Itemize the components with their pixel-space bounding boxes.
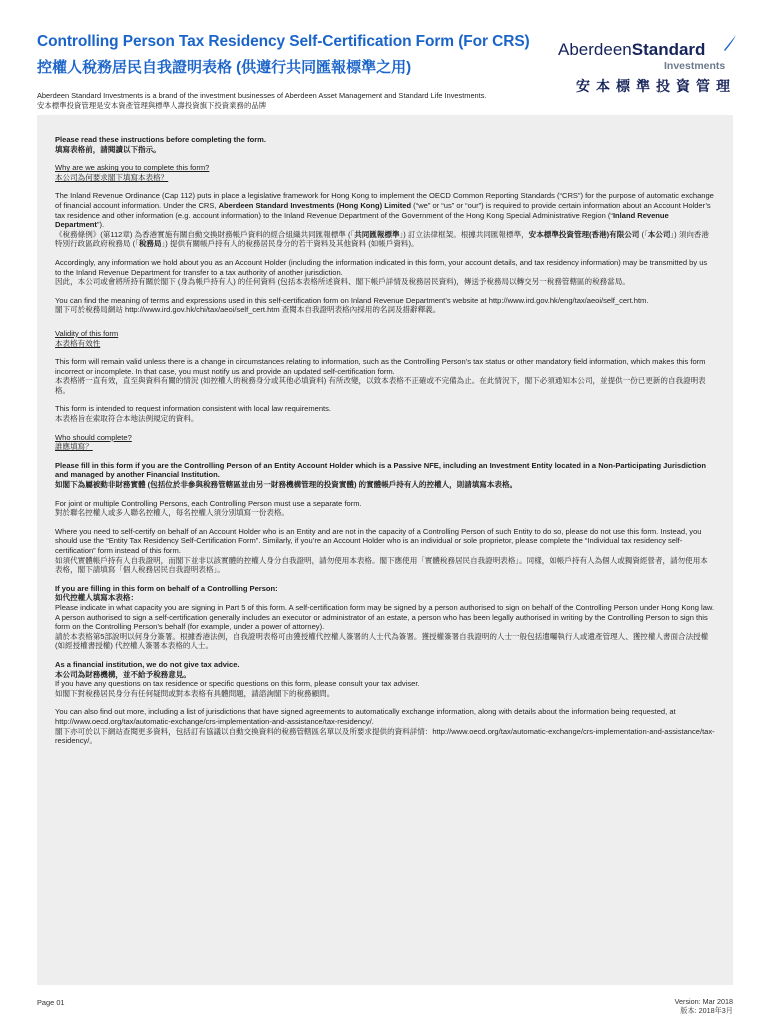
intro-line-en: Please read these instructions before completing the form. bbox=[55, 135, 266, 144]
company-name-zh: 安本標準投資管理(香港)有限公司 bbox=[528, 229, 640, 239]
text-run: 」) 提供有關帳戶持有人的稅務居民身分的若干資料及其他資料 (如帳戶資料)。 bbox=[161, 239, 419, 249]
behalf-heading-en: If you are filling in this form on behalf of a Controlling Person: bbox=[55, 583, 278, 593]
text-run: (「 bbox=[639, 229, 648, 239]
instructions-content bbox=[55, 135, 715, 755]
intro-section bbox=[55, 135, 715, 154]
why-paragraph-3 bbox=[55, 296, 715, 315]
text-run: 《稅務條例》(第112章) 為香港實施有關自動交換財務帳戶資料的經合組織共同匯報標準 (「 bbox=[55, 229, 355, 239]
paragraph-en: Accordingly, any information we hold about you as an Account Holder (including the information indicated in this form, your account details, and tax residency information) may be transmitted by us to the Inland Revenue Department for transfer to a tax authority of another jurisdiction. bbox=[55, 257, 708, 277]
logo-wordmark bbox=[558, 40, 705, 60]
paragraph-en: For joint or multiple Controlling Persons, each Controlling Person must use a separate form. bbox=[55, 498, 362, 508]
who-paragraph-2 bbox=[55, 499, 715, 518]
validity-heading-zh: 本表格有效性 bbox=[55, 338, 101, 348]
validity-heading-en: Validity of this form bbox=[55, 328, 119, 338]
text-run: The Inland Revenue Ordinance (Cap 112) puts in place a legislative framework for Hong Kong to implement the OECD Common Reporting Standards (“CRS”) for the purpose of automatic exchange of financial account information. Under the CRS, bbox=[55, 191, 714, 210]
behalf-section bbox=[55, 584, 715, 651]
paragraph-zh: 對於聯名控權人或多人聯名控權人，每名控權人須分別填寫一份表格。 bbox=[55, 508, 289, 518]
text-run: 」) 訂立法律框架。根據共同匯報標準， bbox=[399, 229, 529, 239]
validity-heading bbox=[55, 329, 715, 348]
advice-heading-en: As a financial institution, we do not give tax advice. bbox=[55, 659, 240, 669]
instructions-panel bbox=[37, 115, 733, 985]
brand-statement-en: Aberdeen Standard Investments is a brand of the investment businesses of Aberdeen Asset Management and Standard Life Investments. bbox=[37, 91, 487, 100]
version-en: Version: Mar 2018 bbox=[674, 997, 733, 1006]
paragraph-en: If you have any questions on tax residence or specific questions on this form, please consult your tax adviser. bbox=[55, 679, 420, 689]
more-info-paragraph bbox=[55, 707, 715, 745]
version-info bbox=[675, 997, 733, 1015]
oecd-link-en[interactable]: You can also find out more, including a list of jurisdictions that have signed agreements to automatically exchange information, along with details about the information being requested, at http://www.oecd.org/tax/automatic-exchange/crs-implementation-and-assistance/tax-residency/. bbox=[55, 707, 676, 726]
text-run: (“we” or “us” or “our”) is required to provide certain information about an Account Holder’s tax residence and other information (e.g. account information) to the Inland Revenue Department of the Government of the Hong Kong Special Administrative Region (“ bbox=[55, 200, 711, 220]
text-run: 」) 須向香港特別行政區政府稅務局 (「 bbox=[55, 229, 709, 249]
form-title-en: Controlling Person Tax Residency Self-Certification Form (For CRS) bbox=[37, 33, 530, 50]
who-paragraph-3 bbox=[55, 527, 715, 575]
company-term-zh: 本公司 bbox=[647, 229, 671, 239]
who-heading-en: Who should complete? bbox=[55, 432, 132, 442]
why-paragraph-2 bbox=[55, 258, 715, 287]
paragraph-zh: 本表格旨在索取符合本地法例規定的資料。 bbox=[55, 414, 199, 424]
logo-chinese-name: 安本標準投資管理 bbox=[576, 78, 736, 94]
ird-term-zh: 稅務局 bbox=[138, 239, 162, 249]
who-heading bbox=[55, 433, 715, 452]
ird-link-zh[interactable]: 閣下可於稅務局網站 http://www.ird.gov.hk/chi/tax/aeoi/self_cert.htm 查閱本自我證明表格內採用的名詞及措辭釋義。 bbox=[55, 305, 441, 315]
paragraph-zh: 因此，本公司或會將所持有關於閣下 (身為帳戶持有人) 的任何資料 (包括本表格所述資料、閣下帳戶詳情及稅務居民資料)，傳送予稅務局以轉交另一稅務管轄區的稅務當局。 bbox=[55, 277, 630, 287]
paragraph-zh: 如閣下為屬被動非財務實體 (包括位於非參與稅務管轄區並由另一財務機構管理的投資實體) 的實體帳戶持有人的控權人，則請填寫本表格。 bbox=[55, 480, 518, 490]
logo-swoosh-icon bbox=[723, 34, 737, 52]
advice-heading-zh: 本公司為財務機構，並不給予稅務意見。 bbox=[55, 669, 191, 679]
text-run: ”). bbox=[96, 220, 105, 230]
company-name-en: Aberdeen Standard Investments (Hong Kong) Limited bbox=[218, 200, 412, 210]
paragraph-zh: 如閣下對稅務居民身分有任何疑問或對本表格有具體問題，請諮詢閣下的稅務顧問。 bbox=[55, 688, 335, 698]
paragraph-en: Where you need to self-certify on behalf of an Account Holder who is an Entity and are not in the capacity of a Controlling Person of such Entity to do so, please do not use this form. Instead, you should use the “Entity Tax Residency Self-Certification Form”. Similarly, if you’re an Account Holder who is an individual or sole proprietor, please complete the “Individual tax residency self-certification” form instead of this form. bbox=[55, 526, 702, 555]
oecd-link-zh[interactable]: 閣下亦可於以下網站查閱更多資料，包括訂有協議以自動交換資料的稅務管轄區名單以及所要求提供的資料詳情：http://www.oecd.org/tax/automatic-exchange/crs-implementation-and-assistance/tax-residency/。 bbox=[55, 726, 715, 746]
validity-paragraph-1 bbox=[55, 357, 715, 395]
logo-word-standard: Standard bbox=[631, 40, 706, 59]
paragraph-en: This form will remain valid unless there is a change in circumstances relating to information, such as the Controlling Person’s tax status or other mandatory field information, which makes this form incorrect or incomplete. In that case, you must notify us and provide an updated self-certification form. bbox=[55, 357, 706, 376]
brand-statement-zh: 安本標準投資管理是安本資產管理與標準人壽投資旗下投資業務的品牌 bbox=[37, 101, 267, 110]
behalf-heading-zh: 如代控權人填寫本表格： bbox=[55, 593, 139, 603]
who-paragraph-1 bbox=[55, 461, 715, 490]
logo-investments: Investments bbox=[664, 60, 726, 72]
why-heading-en: Why are we asking you to complete this form? bbox=[55, 163, 210, 173]
advice-section bbox=[55, 660, 715, 698]
paragraph-zh: 請於本表格第5部說明以何身分簽署。根據香港法例，自我證明表格可由獲授權代控權人簽署的人士代為簽署。獲授權簽署自我證明的人士一般包括遺囑執行人或遺產管理人、獲控權人書面合法授權 (如經授權書授權) 代控權人簽署本表格的人士。 bbox=[55, 631, 709, 651]
why-heading-zh: 本公司為何要求閣下填寫本表格？ bbox=[55, 172, 169, 182]
why-heading bbox=[55, 163, 715, 182]
page-number: Page 01 bbox=[37, 998, 65, 1007]
paragraph-zh: 本表格將一直有效，直至與資料有關的情況 (如控權人的稅務身分或其他必填資料) 有所改變，以致本表格不正確或不完備為止。在此情況下，閣下必須通知本公司，並提供一份已更新的自我證明表格。 bbox=[55, 376, 706, 395]
intro-line-zh: 填寫表格前，請閱讀以下指示。 bbox=[55, 144, 161, 154]
ird-link-en[interactable]: You can find the meaning of terms and expressions used in this self-certification form on Inland Revenue Department’s website at http://www.ird.gov.hk/eng/tax/aeoi/self_cert.htm. bbox=[55, 295, 649, 305]
why-paragraph-1 bbox=[55, 191, 715, 249]
crs-term-zh: 共同匯報標準 bbox=[354, 229, 400, 239]
logo-word-aberdeen: Aberdeen bbox=[558, 40, 632, 59]
paragraph-en: Please fill in this form if you are the Controlling Person of an Entity Account Holder which is a Passive NFE, including an Investment Entity located in a Non-Participating Jurisdiction and managed by another Financial Institution. bbox=[55, 460, 706, 480]
aberdeen-standard-logo bbox=[558, 32, 738, 102]
ird-term-en: Inland Revenue Department bbox=[55, 210, 669, 230]
version-zh: 版本: 2018年3月 bbox=[680, 1006, 733, 1015]
form-title-zh: 控權人稅務居民自我證明表格 (供遵行共同匯報標準之用) bbox=[37, 59, 412, 76]
who-heading-zh: 誰應填寫？ bbox=[55, 442, 93, 452]
paragraph-en: Please indicate in what capacity you are signing in Part 5 of this form. A self-certification form may be signed by a person authorised to sign on behalf of the Controlling Person under Hong Kong law. A person authorised to sign a self-certification generally includes an executor or administrator of an estate, a person who has been legally authorised in writing by the Controlling Person to sign this form on the Controlling Person’s behalf (for example, under a power of attorney). bbox=[55, 602, 715, 632]
validity-paragraph-2 bbox=[55, 404, 715, 423]
paragraph-en: This form is intended to request information consistent with local law requirements. bbox=[55, 404, 332, 414]
paragraph-zh: 如須代實體帳戶持有人自我證明，而閣下並非以該實體的控權人身分自我證明，請勿使用本表格。閣下應使用「實體稅務居民自我證明表格」。同樣，如帳戶持有人為個人或獨資經營者，請勿使用本表格，閣下請填寫「個人稅務居民自我證明表格」。 bbox=[55, 555, 708, 575]
